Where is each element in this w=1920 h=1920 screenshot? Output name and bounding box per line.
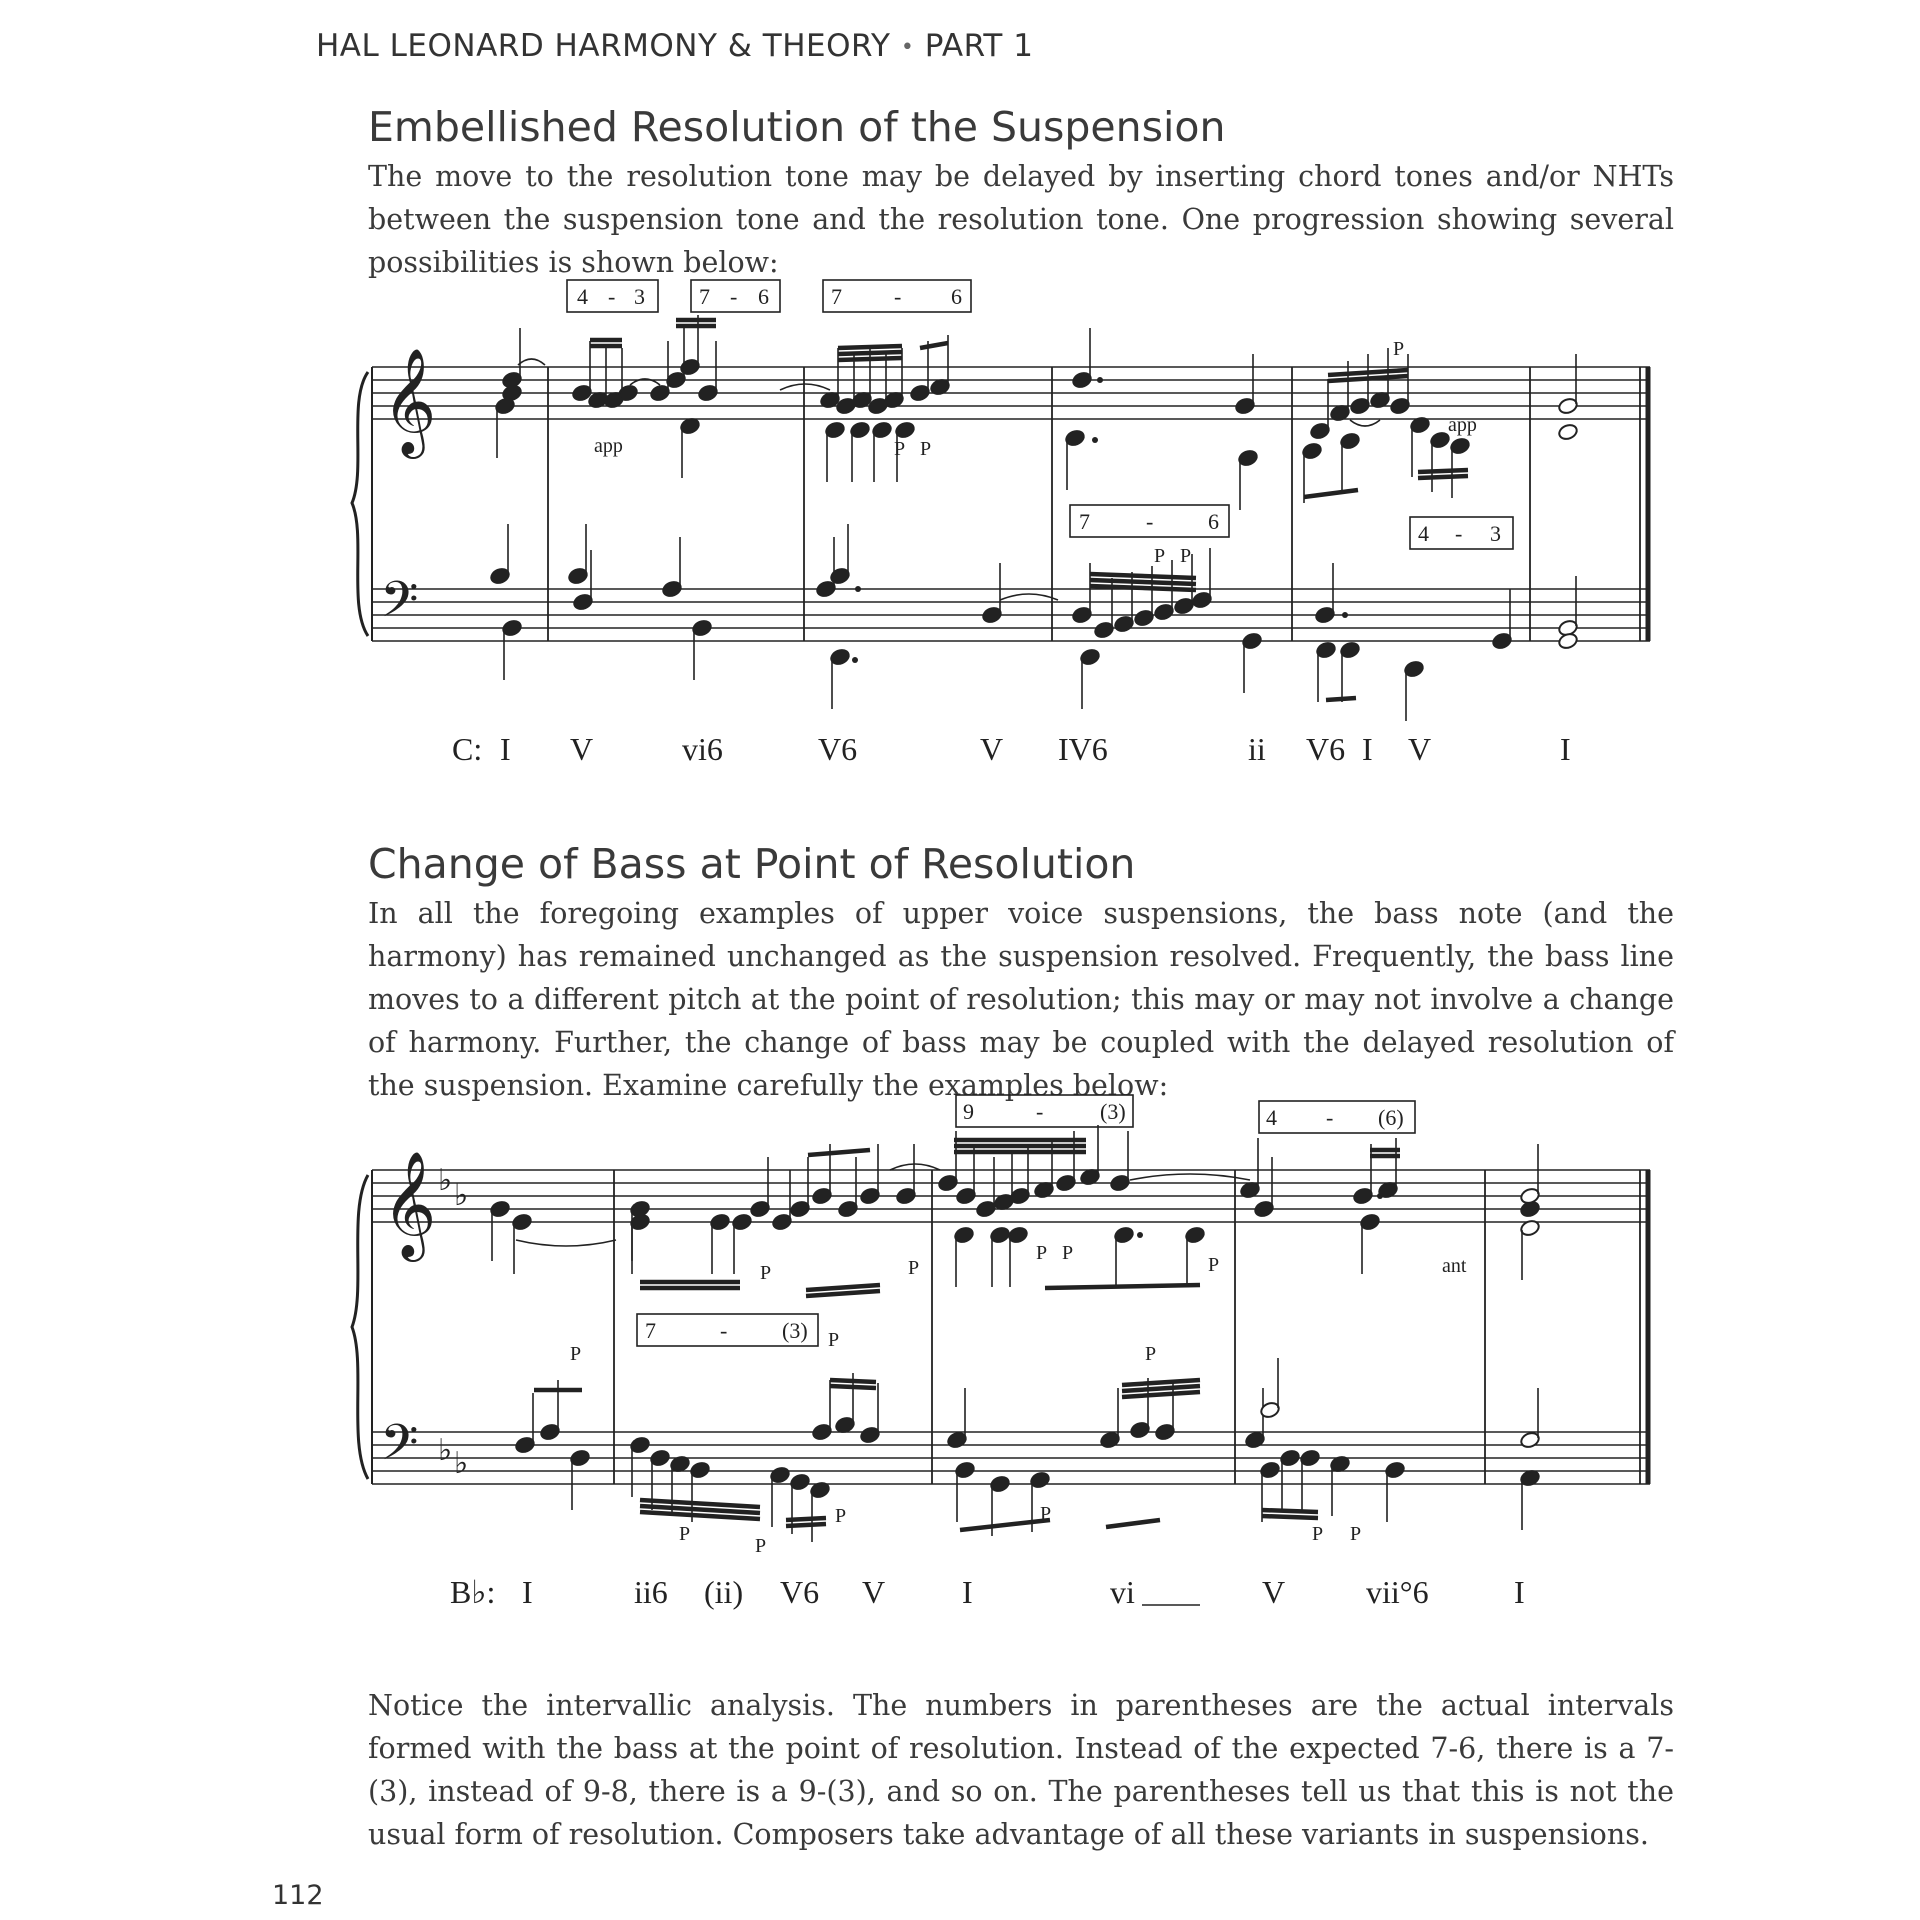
nht-label: P [570, 1343, 582, 1365]
ex2-bass-key-flat-icon: ♭ [454, 1446, 469, 1481]
augmentation-dot [1342, 612, 1348, 618]
note-beam [830, 1386, 876, 1388]
roman-numeral: ii6 [634, 1574, 668, 1610]
note-beam [1090, 580, 1196, 584]
section-2-title: Change of Bass at Point of Resolution [368, 840, 1136, 888]
roman-numeral: V [1408, 731, 1432, 767]
ex1-bass-clef-icon: 𝄢 [380, 571, 419, 641]
note-beam [808, 1150, 870, 1155]
nht-label: app [1448, 414, 1477, 436]
svg-text:-: - [720, 1318, 728, 1343]
box-number: 9 [963, 1099, 974, 1124]
section-2-text: In all the foregoing examples of upper voice suspensions, the bass note (and the harmony) has remained unchanged as the suspension resolved. Frequently, the bass line moves to a different pitch at the point of resolution; this may or may not involve a change of harmony. Further, the change of bass may be coupled with the delayed resolution of the suspension. Examine carefully the examples below: [368, 897, 1674, 1102]
box-number: 6 [951, 284, 962, 309]
tie [1350, 420, 1380, 426]
ex1-treble-clef-icon: 𝄞 [382, 347, 437, 454]
roman-numeral: I [500, 731, 511, 767]
box-number: (3) [1100, 1099, 1126, 1124]
nht-label: P [760, 1262, 772, 1284]
note-beam [1328, 370, 1408, 375]
nht-label: P [835, 1505, 847, 1527]
notehead [1557, 423, 1579, 442]
note-beam [1045, 1285, 1200, 1288]
running-head-title: HAL LEONARD HARMONY & THEORY [316, 28, 891, 64]
note-beam [1262, 1516, 1318, 1518]
nht-label: P [679, 1523, 691, 1545]
roman-numeral: V6 [780, 1574, 820, 1610]
nht-label: P [1062, 1242, 1074, 1264]
ex2-treble-key-flat-icon: ♭ [454, 1178, 469, 1213]
ex1-brace [352, 372, 368, 636]
box-number: 7 [1079, 509, 1090, 534]
key-label: B♭: [450, 1574, 496, 1610]
augmentation-dot [1092, 437, 1098, 443]
box-number: 3 [634, 284, 645, 309]
roman-numeral: V [570, 731, 594, 767]
note-beam [838, 346, 902, 348]
svg-text:-: - [1326, 1105, 1334, 1130]
note-beam [1122, 1386, 1200, 1391]
augmentation-dot [1377, 1193, 1383, 1199]
page-number: 112 [272, 1880, 324, 1911]
box-number: (3) [782, 1318, 808, 1343]
box-number: 6 [1208, 509, 1219, 534]
nht-label: P [1350, 1523, 1362, 1545]
roman-numeral: V [862, 1574, 886, 1610]
nht-label: P [920, 438, 932, 460]
note-beam [1090, 574, 1196, 578]
note-beam [1418, 470, 1468, 472]
note-beam [1326, 698, 1356, 700]
roman-numeral: I [1514, 1574, 1525, 1610]
nht-label: P [1393, 338, 1405, 360]
tie [780, 384, 830, 390]
section-1-text: The move to the resolution tone may be delayed by inserting chord tones and/or NHTs between the suspension tone and the resolution tone. One progression showing several possibilities is shown below: [368, 160, 1674, 279]
roman-numeral: V [980, 731, 1004, 767]
roman-numeral: vi6 [682, 731, 723, 767]
ex1-treble-staff [372, 367, 1650, 419]
note-beam [786, 1524, 826, 1526]
tie [1130, 1174, 1250, 1180]
note-beam [786, 1518, 826, 1520]
nht-label: ant [1442, 1255, 1467, 1277]
roman-numeral: ii [1248, 731, 1266, 767]
roman-numeral: I [1560, 731, 1571, 767]
note-beam [806, 1291, 880, 1296]
box-number: (6) [1378, 1105, 1404, 1130]
note-beam [1304, 490, 1358, 497]
note-beam [1418, 476, 1468, 478]
ex1-roman-numerals [452, 731, 1571, 767]
roman-numeral: I [1362, 731, 1373, 767]
ex2-treble-clef-icon: 𝄞 [382, 1150, 437, 1257]
note-beam [1262, 1510, 1318, 1512]
roman-numeral: V6 [1306, 731, 1346, 767]
roman-numeral: V [1262, 1574, 1286, 1610]
tie [518, 359, 545, 365]
note-beam [1122, 1392, 1200, 1397]
augmentation-dot [1137, 1232, 1143, 1238]
tie [1000, 594, 1058, 600]
ex2-bass-clef-icon: 𝄢 [380, 1414, 419, 1484]
nht-label: P [755, 1535, 767, 1557]
nht-label: P [908, 1257, 920, 1279]
ex2-roman-numerals [450, 1574, 1525, 1610]
nht-label: P [1040, 1503, 1052, 1525]
roman-numeral: vii°6 [1366, 1574, 1429, 1610]
svg-text:-: - [1146, 509, 1154, 534]
note-beam [1122, 1380, 1200, 1385]
svg-text:-: - [1455, 521, 1463, 546]
roman-numeral: vi [1110, 1574, 1135, 1610]
notehead [1557, 632, 1579, 651]
roman-numeral: I [962, 1574, 973, 1610]
note-beam [806, 1285, 880, 1290]
tie [890, 1164, 940, 1170]
svg-text:-: - [730, 284, 738, 309]
box-number: 6 [758, 284, 769, 309]
roman-numeral: I [522, 1574, 533, 1610]
note-beam [838, 358, 902, 360]
closing-text: Notice the intervallic analysis. The numbers in parentheses are the actual intervals formed with the bass at the point of resolution. Instead of the expected 7-6, there is a 7-(3), instead of 9-8, there is a 9-(3), and so on. The parentheses tell us that this is not the usual form of resolution. Composers take advantage of all these variants in suspensions. [368, 1689, 1674, 1851]
tie [516, 1240, 616, 1246]
key-label: C: [452, 731, 483, 767]
nht-label: P [1312, 1523, 1324, 1545]
svg-text:-: - [894, 284, 902, 309]
running-head-part: PART 1 [924, 28, 1034, 64]
box-number: 4 [577, 284, 588, 309]
nht-label: P [1145, 1343, 1157, 1365]
nht-label: P [828, 1329, 840, 1351]
section-1-title: Embellished Resolution of the Suspension [368, 103, 1226, 151]
roman-numeral: V6 [818, 731, 858, 767]
svg-text:-: - [608, 284, 616, 309]
note-beam [920, 343, 948, 348]
ex2-treble-key-flat-icon: ♭ [438, 1163, 453, 1198]
note-beam [960, 1520, 1050, 1530]
running-head-separator: • [900, 35, 915, 60]
ex2-bass-staff [372, 1432, 1650, 1484]
note-beam [1106, 1520, 1160, 1527]
note-beam [830, 1380, 876, 1382]
box-number: 7 [645, 1318, 656, 1343]
ex2-brace [352, 1175, 368, 1479]
roman-numeral: IV6 [1058, 731, 1108, 767]
svg-text:-: - [1036, 1099, 1044, 1124]
ex2-barlines [614, 1170, 1648, 1484]
nht-label: P [894, 438, 906, 460]
nht-label: app [594, 435, 623, 457]
ex2-bass-key-flat-icon: ♭ [438, 1433, 453, 1468]
box-number: 3 [1490, 521, 1501, 546]
nht-label: P [1180, 545, 1192, 567]
note-beam [838, 352, 902, 354]
ex1-barlines [548, 367, 1648, 641]
nht-label: P [1036, 1242, 1048, 1264]
roman-numeral: (ii) [704, 1574, 744, 1610]
box-number: 4 [1266, 1105, 1277, 1130]
box-number: 4 [1418, 521, 1429, 546]
music-notes [489, 315, 1579, 1542]
augmentation-dot [1097, 377, 1103, 383]
nht-label: P [1154, 545, 1166, 567]
nht-label: P [1208, 1254, 1220, 1276]
augmentation-dot [855, 586, 861, 592]
box-number: 7 [831, 284, 842, 309]
augmentation-dot [852, 657, 858, 663]
box-number: 7 [699, 284, 710, 309]
